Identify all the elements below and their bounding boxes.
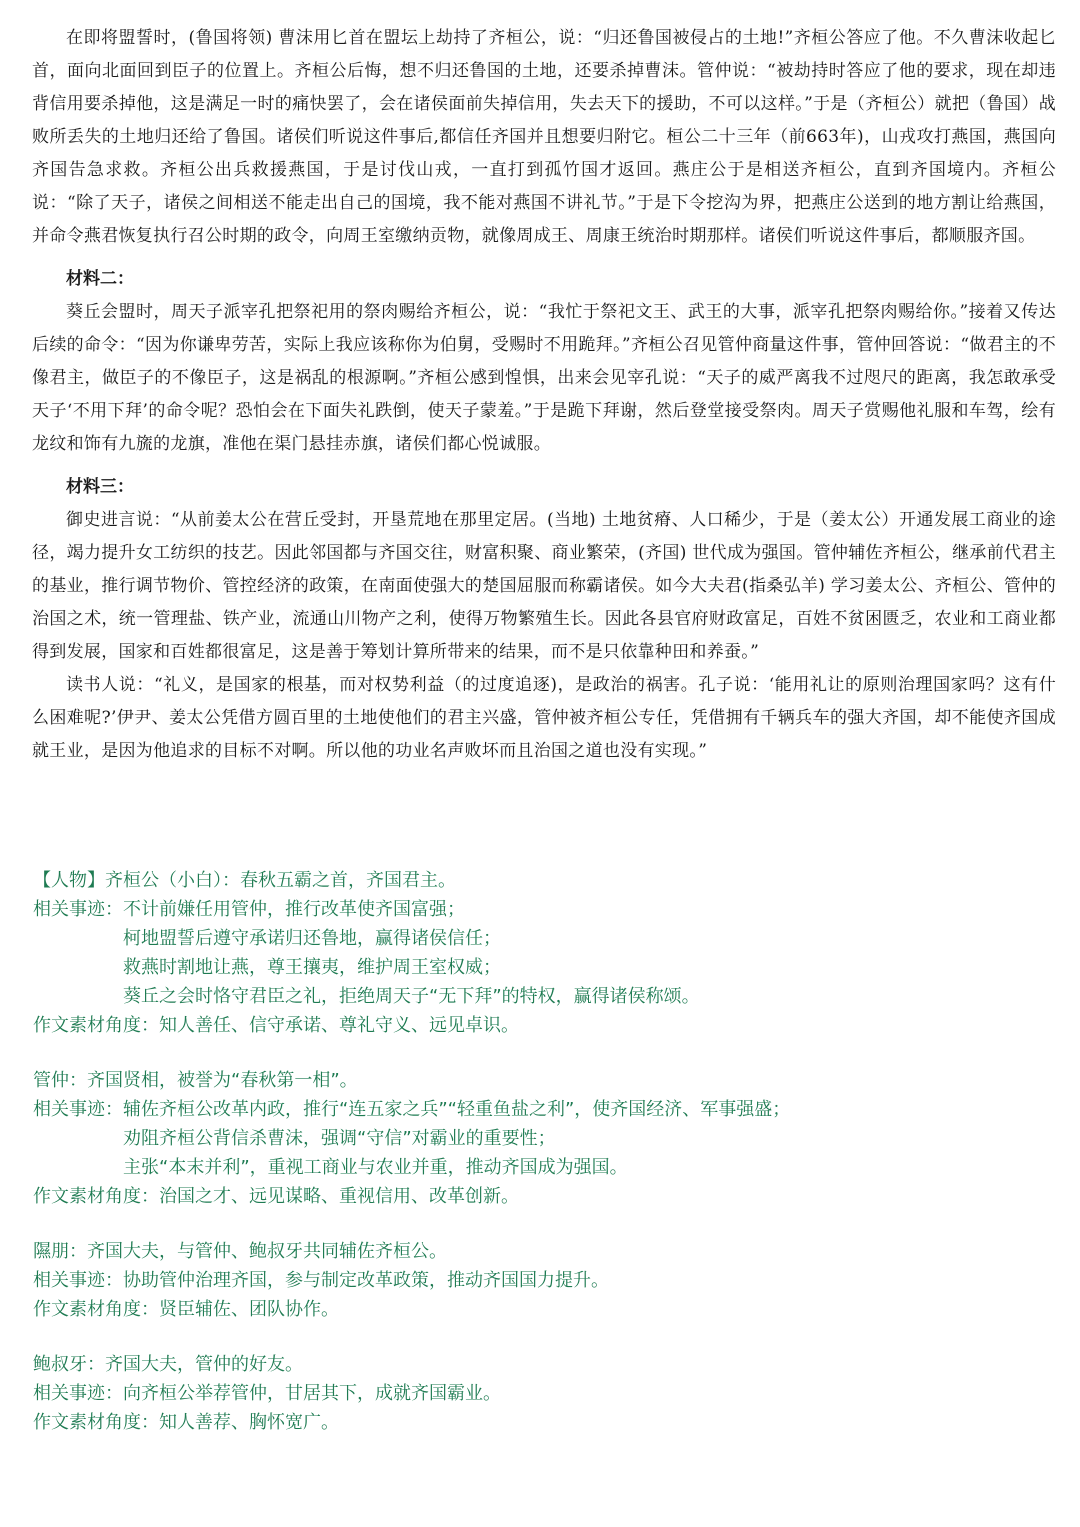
person-intro: 【人物】齐桓公（小白）：春秋五霸之首，齐国君主。 <box>33 870 456 891</box>
deed-item: 柯地盟誓后遵守承诺归还鲁地，赢得诸侯信任； <box>123 928 501 949</box>
deed-item: 葵丘之会时恪守君臣之礼，拒绝周天子“无下拜”的特权，赢得诸侯称颂。 <box>123 986 700 1007</box>
essay-angle: 作文素材角度：治国之才、远见谋略、重视信用、改革创新。 <box>33 1186 519 1207</box>
deeds-list <box>123 895 1053 1011</box>
deeds-label: 相关事迹： <box>33 899 123 920</box>
deeds-label: 相关事迹： <box>33 1099 123 1120</box>
deed-item: 辅佐齐桓公改革内政，推行“连五家之兵”“轻重鱼盐之利”，使齐国经济、军事强盛； <box>123 1099 791 1120</box>
deed-item: 劝阻齐桓公背信杀曹沫，强调“守信”对霸业的重要性； <box>123 1128 556 1149</box>
passage-material-three-scholar: 读书人说：“礼义，是国家的根基，而对权势利益（的过度追逐)，是政治的祸害。孔子说：‘能用礼让的原则治理国家吗？这有什么困难呢?’伊尹、姜太公凭借方圆百里的土地使他们的君主兴盛，管仲被齐桓公专任，凭借拥有千辆兵车的强大齐国，却不能使齐国成就王业，是因为他追求的目标不对啊。所以他的功业名声败坏而且治国之道也没有实现。” <box>32 675 1056 761</box>
spacer <box>32 253 1056 259</box>
person-deeds <box>33 1379 1053 1408</box>
essay-angle: 作文素材角度：贤臣辅佐、团队协作。 <box>33 1299 339 1320</box>
essay-angle: 作文素材角度：知人善任、信守承诺、尊礼守义、远见卓识。 <box>33 1015 519 1036</box>
deed-item: 协助管仲治理齐国，参与制定改革政策，推动齐国国力提升。 <box>123 1270 609 1291</box>
person-intro: 鲍叔牙：齐国大夫，管仲的好友。 <box>33 1354 303 1375</box>
passage-material-two: 葵丘会盟时，周天子派宰孔把祭祀用的祭肉赐给齐桓公，说：“我忙于祭祀文王、武王的大事，派宰孔把祭肉赐给你。”接着又传达后续的命令：“因为你谦卑劳苦，实际上我应该称你为伯舅，受赐时不用跪拜。”齐桓公召见管仲商量这件事，管仲回答说：“做君主的不像君主，做臣子的不像臣子，这是祸乱的根源啊。”齐桓公感到惶惧，出来会见宰孔说：“天子的威严离我不过咫尺的距离，我怎敢承受天子‘不用下拜’的命令呢？恐怕会在下面失礼跌倒，使天子蒙羞。”于是跪下拜谢，然后登堂接受祭肉。周天子赏赐他礼服和车驾，绘有龙纹和饰有九旒的龙旗，准他在渠门悬挂赤旗，诸侯们都心悦诚服。 <box>32 302 1056 454</box>
deed-item: 向齐桓公举荐管仲，甘居其下，成就齐国霸业。 <box>123 1383 501 1404</box>
person-entry-bao-shuya <box>33 1350 1053 1437</box>
deeds-label: 相关事迹： <box>33 1270 123 1291</box>
character-notes <box>33 866 1053 1463</box>
heading-material-two: 材料二： <box>66 269 134 289</box>
passage-material-one: 在即将盟誓时，(鲁国将领) 曹沫用匕首在盟坛上劫持了齐桓公，说：“归还鲁国被侵占的土地!”齐桓公答应了他。不久曹沫收起匕首，面向北面回到臣子的位置上。齐桓公后悔，想不归还鲁国的土地，还要杀掉曹沫。管仲说：“被劫持时答应了他的要求，现在却违背信用要杀掉他，这是满足一时的痛快罢了，会在诸侯面前失掉信用，失去天下的援助，不可以这样。”于是（齐桓公）就把（鲁国）战败所丢失的土地归还给了鲁国。诸侯们听说这件事后,都信任齐国并且想要归附它。桓公二十三年（前663年)，山戎攻打燕国，燕国向齐国告急求救。齐桓公出兵救援燕国，于是讨伐山戎，一直打到孤竹国才返回。燕庄公于是相送齐桓公，直到齐国境内。齐桓公说：“除了天子，诸侯之间相送不能走出自己的国境，我不能对燕国不讲礼节。”于是下令挖沟为界，把燕庄公送到的地方割让给燕国，并命令燕君恢复执行召公时期的政令，向周王室缴纳贡物，就像周成王、周康王统治时期那样。诸侯们听说这件事后，都顺服齐国。 <box>32 28 1056 246</box>
deed-item: 救燕时割地让燕，尊王攘夷，维护周王室权威； <box>123 957 501 978</box>
document-body <box>32 22 1056 768</box>
person-intro: 隰朋：齐国大夫，与管仲、鲍叔牙共同辅佐齐桓公。 <box>33 1241 447 1262</box>
deeds-list <box>123 1266 1053 1295</box>
heading-material-three: 材料三： <box>66 477 134 497</box>
passage-material-three-censor: 御史进言说：“从前姜太公在营丘受封，开垦荒地在那里定居。(当地) 土地贫瘠、人口稀少，于是（姜太公）开通发展工商业的途径，竭力提升女工纺织的技艺。因此邻国都与齐国交往，财富积聚、商业繁荣，(齐国) 世代成为强国。管仲辅佐齐桓公，继承前代君主的基业，推行调节物价、管控经济的政策，在南面使强大的楚国屈服而称霸诸侯。如今大夫君(指桑弘羊) 学习姜太公、齐桓公、管仲的治国之术，统一管理盐、铁产业，流通山川物产之利，使得万物繁殖生长。因此各县官府财政富足，百姓不贫困匮乏，农业和工商业都得到发展，国家和百姓都很富足，这是善于筹划计算所带来的结果，而不是只依靠种田和养蚕。” <box>32 510 1056 662</box>
deed-item: 主张“本末并利”，重视工商业与农业并重，推动齐国成为强国。 <box>123 1157 628 1178</box>
essay-angle: 作文素材角度：知人善荐、胸怀宽广。 <box>33 1412 339 1433</box>
deeds-list <box>123 1379 1053 1408</box>
spacer <box>32 461 1056 467</box>
deeds-list <box>123 1095 1053 1182</box>
person-deeds <box>33 1095 1053 1182</box>
person-deeds <box>33 895 1053 1011</box>
deeds-label: 相关事迹： <box>33 1383 123 1404</box>
deed-item: 不计前嫌任用管仲，推行改革使齐国富强； <box>123 899 465 920</box>
person-entry-qi-huangong <box>33 866 1053 1040</box>
person-entry-guan-zhong <box>33 1066 1053 1211</box>
person-entry-xi-peng <box>33 1237 1053 1324</box>
person-intro: 管仲：齐国贤相，被誉为“春秋第一相”。 <box>33 1070 358 1091</box>
person-deeds <box>33 1266 1053 1295</box>
